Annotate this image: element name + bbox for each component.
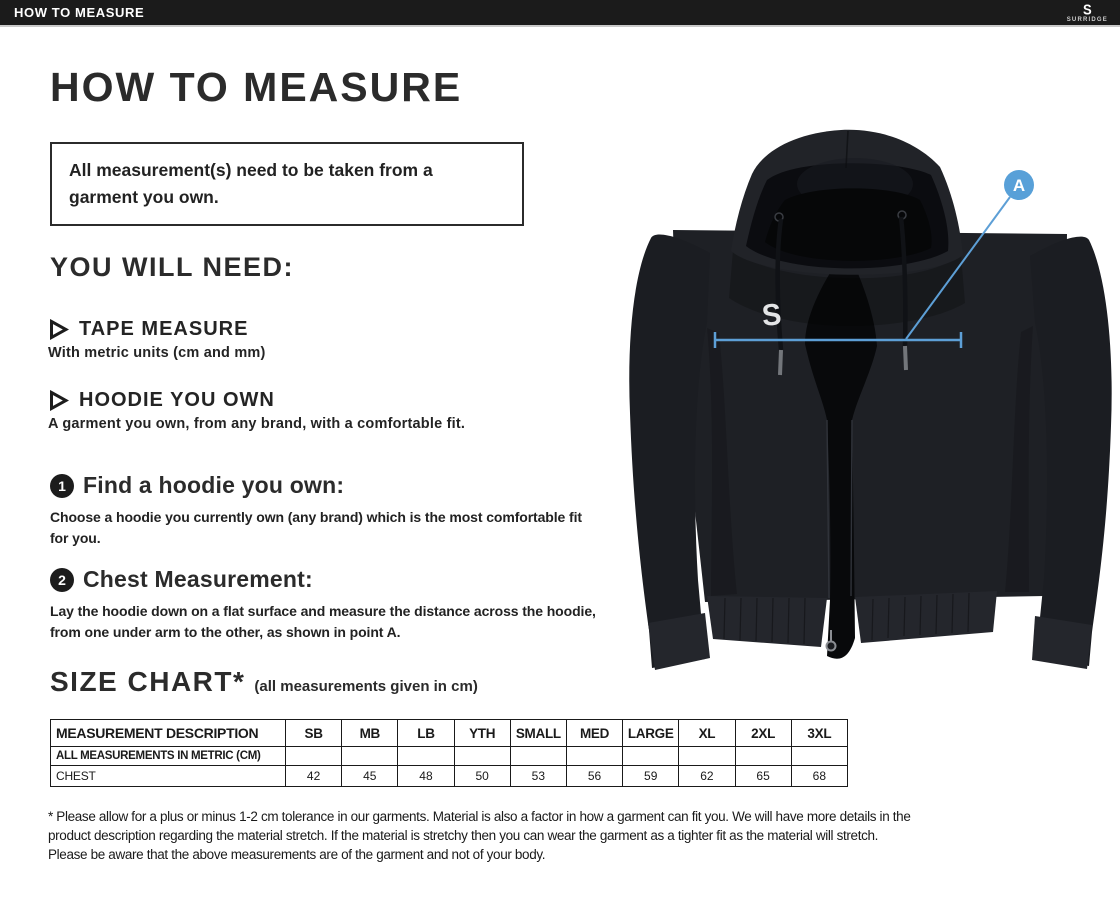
surridge-logo: [1066, 0, 1120, 23]
surridge-brand-text: SURRIDGE: [1066, 16, 1108, 23]
play-triangle-icon: [48, 390, 69, 411]
zip-pull-ring: [827, 642, 836, 651]
table-cell: 65: [735, 766, 791, 787]
column-header: SB: [286, 720, 342, 747]
drawstring-aglet-right: [905, 346, 906, 370]
hoodie-diagram: [615, 118, 1120, 693]
table-cell: [286, 747, 342, 766]
need-item-label: HOODIE YOU OWN: [79, 389, 275, 411]
step-description: Lay the hoodie down on a flat surface and measure the distance across the hoodie, from one under arm to the other, as shown in point A.: [50, 603, 596, 640]
column-header: 3XL: [791, 720, 847, 747]
window-title: HOW TO MEASURE: [14, 5, 145, 20]
table-cell: [791, 747, 847, 766]
column-header: MB: [342, 720, 398, 747]
table-cell: 53: [510, 766, 566, 787]
step-number-badge: 1: [50, 474, 74, 498]
cuff-right: [1032, 616, 1092, 669]
size-chart-subtitle: (all measurements given in cm): [254, 678, 478, 695]
table-cell: 48: [398, 766, 454, 787]
table-cell: [510, 747, 566, 766]
step-number-badge: 2: [50, 568, 74, 592]
surridge-s-icon: S: [1083, 0, 1092, 18]
table-cell: 42: [286, 766, 342, 787]
column-header: MED: [566, 720, 622, 747]
size-chart-table: [50, 719, 848, 787]
size-chart-title: SIZE CHART*: [50, 666, 246, 697]
column-header: LARGE: [623, 720, 679, 747]
play-triangle-icon: [48, 319, 69, 340]
step-title: Chest Measurement:: [83, 566, 313, 592]
column-header: MEASUREMENT DESCRIPTION: [51, 720, 286, 747]
hood-interior-core: [765, 188, 932, 260]
column-header: 2XL: [735, 720, 791, 747]
row-label: ALL MEASUREMENTS IN METRIC (CM): [51, 747, 286, 766]
cuff-left: [648, 613, 710, 670]
table-cell: [623, 747, 679, 766]
surridge-chest-logo: S: [760, 297, 783, 334]
table-cell: [566, 747, 622, 766]
tolerance-footnote: * Please allow for a plus or minus 1-2 cm tolerance in our garments. Material is also a factor in how a garment can fit you. We will have more details in the product description regarding the material stretch. If the material is stretchy then you can wear the garment as a tighter fit as the material will stretch. Please be aware that the above measurements are of the garment and not of your body.: [48, 809, 911, 862]
table-cell: [735, 747, 791, 766]
row-label: CHEST: [51, 766, 286, 787]
need-item-description: A garment you own, from any brand, with a comfortable fit.: [48, 416, 466, 432]
need-item-description: With metric units (cm and mm): [48, 345, 266, 361]
page-title: HOW TO MEASURE: [50, 64, 463, 110]
table-cell: [454, 747, 510, 766]
table-cell: 45: [342, 766, 398, 787]
step-1: [50, 472, 602, 549]
step-description: Choose a hoodie you currently own (any brand) which is the most comfortable fit for you.: [50, 509, 582, 546]
top-title-bar: [0, 0, 1120, 27]
table-cell: 68: [791, 766, 847, 787]
table-row: [51, 747, 848, 766]
step-title: Find a hoodie you own:: [83, 472, 345, 498]
column-header: XL: [679, 720, 735, 747]
column-header: SMALL: [510, 720, 566, 747]
column-header: LB: [398, 720, 454, 747]
table-cell: 62: [679, 766, 735, 787]
point-a-label: A: [1012, 176, 1026, 195]
table-row: [51, 766, 848, 787]
column-header: YTH: [454, 720, 510, 747]
you-will-need-heading: YOU WILL NEED:: [50, 252, 295, 282]
drawstring-aglet-left: [780, 350, 781, 375]
table-header-row: [51, 720, 848, 747]
size-chart-heading: [50, 666, 478, 698]
hoodie-illustration: [615, 118, 1120, 693]
need-item-tape-measure: [48, 318, 568, 361]
hem-band-right: [855, 591, 997, 643]
table-cell: 50: [454, 766, 510, 787]
measurement-notice: All measurement(s) need to be taken from a garment you own.: [50, 142, 524, 226]
table-cell: 56: [566, 766, 622, 787]
table-cell: 59: [623, 766, 679, 787]
step-2: [50, 566, 602, 643]
table-cell: [398, 747, 454, 766]
table-cell: [342, 747, 398, 766]
need-item-label: TAPE MEASURE: [79, 318, 249, 340]
table-cell: [679, 747, 735, 766]
need-item-hoodie: [48, 389, 568, 432]
